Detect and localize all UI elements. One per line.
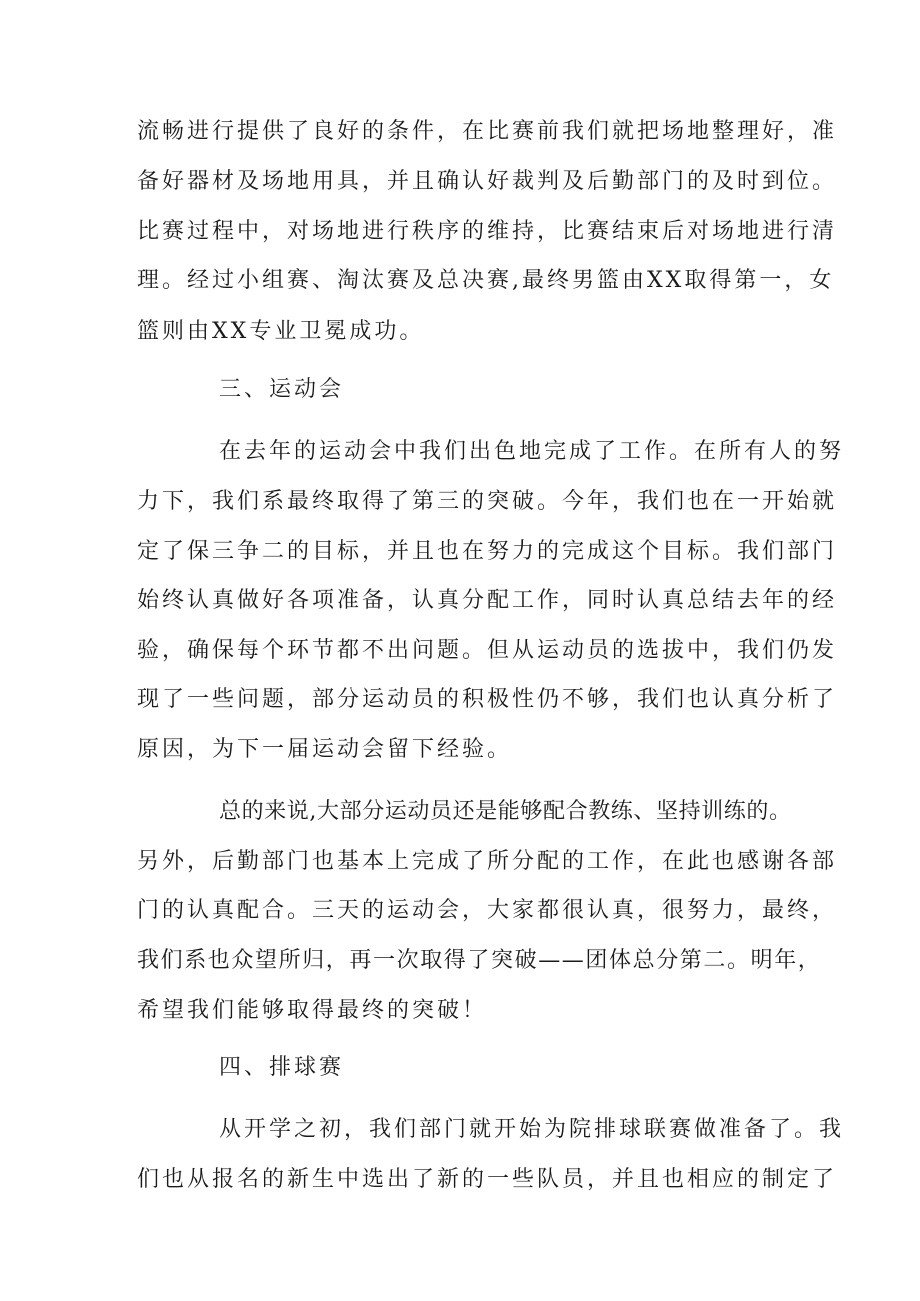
section-heading: 四、排球赛 <box>219 1055 345 1080</box>
text-line: 力下，我们系最终取得了第三的突破。今年，我们也在一开始就 <box>137 489 838 514</box>
text-line: 验，确保每个环节都不出问题。但从运动员的选拔中，我们仍发 <box>137 638 838 663</box>
text-line: 理。经过小组赛、淘汰赛及总决赛,最终男篮由XX取得第一，女 <box>137 268 835 293</box>
text-line: 我们系也众望所归，再一次取得了突破——团体总分第二。明年， <box>137 948 822 973</box>
text-line: 备好器材及场地用具，并且确认好裁判及后勤部门的及时到位。 <box>137 169 838 194</box>
text-line: 希望我们能够取得最终的突破！ <box>137 998 488 1023</box>
text-line: 篮则由XX专业卫冕成功。 <box>137 319 425 344</box>
text-line: 原因，为下一届运动会留下经验。 <box>137 737 513 762</box>
text-line: 比赛过程中，对场地进行秩序的维持，比赛结束后对场地进行清 <box>137 219 838 244</box>
text-line: 在去年的运动会中我们出色地完成了工作。在所有人的努 <box>219 439 845 464</box>
text-line: 门的认真配合。三天的运动会，大家都很认真，很努力，最终， <box>137 898 838 923</box>
text-line: 流畅进行提供了良好的条件，在比赛前我们就把场地整理好，准 <box>137 119 838 144</box>
text-line: 定了保三争二的目标，并且也在努力的完成这个目标。我们部门 <box>137 539 838 564</box>
text-line: 总的来说,大部分运动员还是能够配合教练、坚持训练的。 <box>219 799 792 824</box>
text-line: 从开学之初，我们部门就开始为院排球联赛做准备了。我 <box>219 1117 845 1142</box>
text-line: 们也从报名的新生中选出了新的一些队员，并且也相应的制定了 <box>137 1167 838 1192</box>
text-line: 另外，后勤部门也基本上完成了所分配的工作，在此也感谢各部 <box>137 849 838 874</box>
text-line: 始终认真做好各项准备，认真分配工作，同时认真总结去年的经 <box>137 588 838 613</box>
text-line: 现了一些问题，部分运动员的积极性仍不够，我们也认真分析了 <box>137 687 838 712</box>
section-heading: 三、运动会 <box>219 377 345 402</box>
